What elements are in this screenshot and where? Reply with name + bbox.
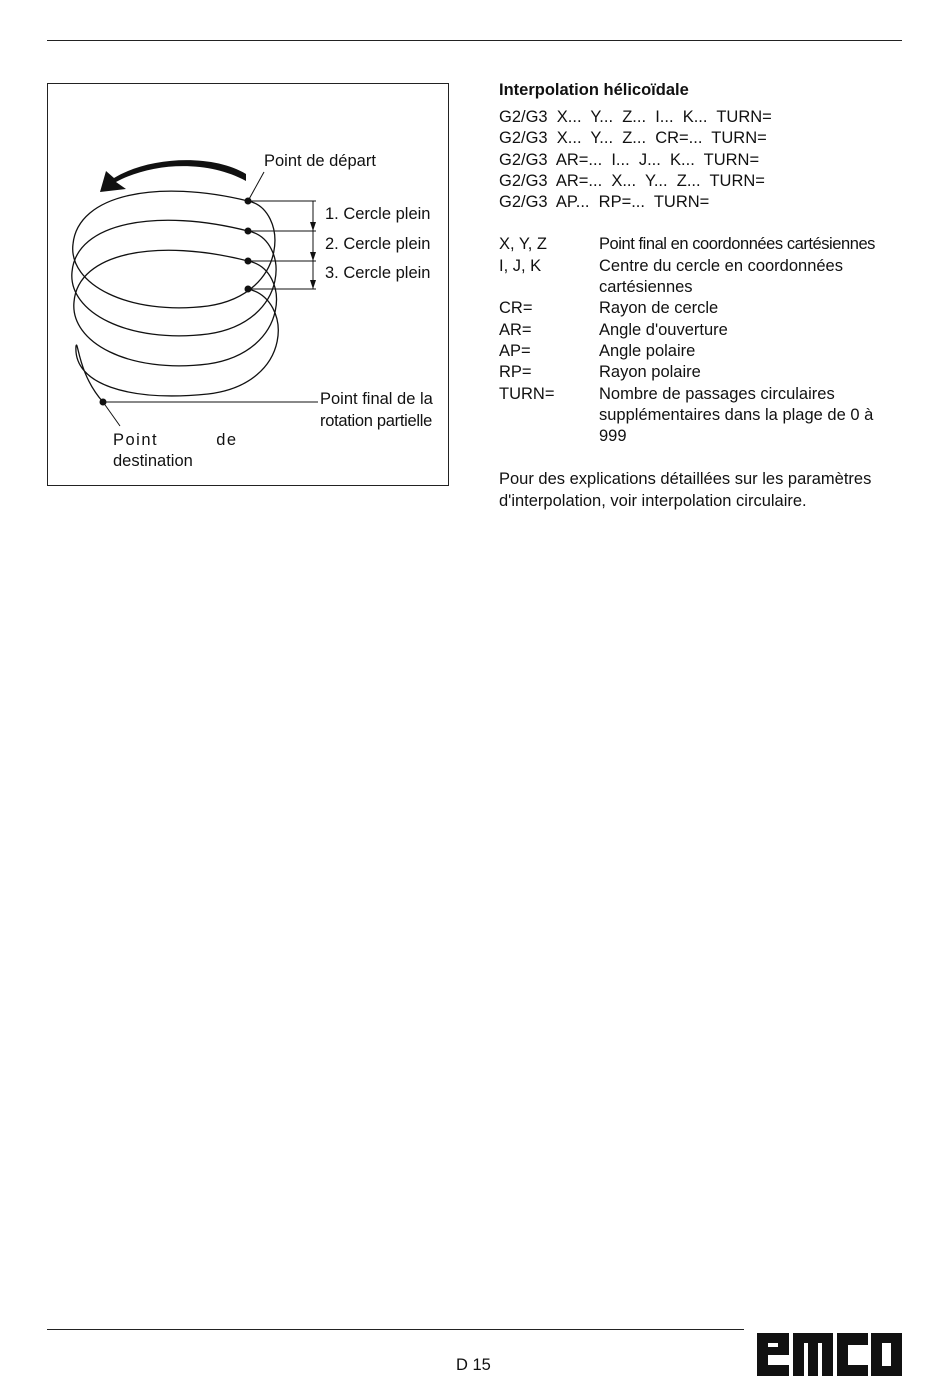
text-column xyxy=(499,79,904,512)
syntax-line: G2/G3 X... Y... Z... I... K... TURN= xyxy=(499,108,772,126)
parameter-row xyxy=(499,362,904,383)
circle-1-label: 1. Cercle plein xyxy=(325,205,431,223)
end-point-dot xyxy=(100,399,107,406)
page-number: D 15 xyxy=(456,1356,491,1374)
partial-end-label-line1: Point final de la xyxy=(320,390,433,408)
parameter-name: AR= xyxy=(499,320,532,339)
helix-turn-2 xyxy=(72,220,276,336)
destination-label-line1: Point de xyxy=(113,431,238,449)
section-heading: Interpolation hélicoïdale xyxy=(499,81,689,99)
syntax-line: G2/G3 AP... RP=... TURN= xyxy=(499,193,710,212)
parameter-row xyxy=(499,384,904,448)
syntax-block xyxy=(499,107,904,213)
parameter-description: Centre du cercle en coordonnées cartésiennes xyxy=(599,256,843,297)
explanation-note: Pour des explications détaillées sur les paramètres d'interpolation, voir interpolation circulaire. xyxy=(499,470,872,511)
parameter-name: AP= xyxy=(499,341,531,360)
parameter-name: CR= xyxy=(499,299,533,318)
parameter-list xyxy=(499,234,904,447)
parameter-name: TURN= xyxy=(499,384,555,403)
parameter-row xyxy=(499,256,904,299)
rotation-arrow-icon xyxy=(100,160,246,192)
parameter-name: I, J, K xyxy=(499,256,542,275)
helix-figure xyxy=(47,83,449,486)
circle-2-label: 2. Cercle plein xyxy=(325,235,431,253)
parameter-description: Rayon de cercle xyxy=(599,299,719,318)
parameter-description: Nombre de passages circulaires supplémentaires dans la plage de 0 à 999 xyxy=(599,384,874,446)
footer-rule xyxy=(47,1329,744,1330)
parameter-row xyxy=(499,234,904,255)
syntax-line: G2/G3 AR=... I... J... K... TURN= xyxy=(499,150,760,169)
parameter-name: RP= xyxy=(499,363,532,382)
parameter-description: Angle polaire xyxy=(599,341,696,360)
start-point-label: Point de départ xyxy=(264,152,376,170)
parameter-row xyxy=(499,298,904,319)
circle-3-label: 3. Cercle plein xyxy=(325,264,431,282)
parameter-description: Rayon polaire xyxy=(599,363,701,382)
parameter-row xyxy=(499,341,904,362)
parameter-description: Angle d'ouverture xyxy=(599,320,728,339)
emco-logo xyxy=(757,1329,902,1379)
partial-end-label-line2: rotation partielle xyxy=(320,412,433,430)
destination-label-line2: destination xyxy=(113,452,193,470)
syntax-line: G2/G3 X... Y... Z... CR=... TURN= xyxy=(499,129,767,148)
start-point-dot xyxy=(245,198,252,205)
parameter-row xyxy=(499,320,904,341)
syntax-line: G2/G3 AR=... X... Y... Z... TURN= xyxy=(499,171,765,190)
parameter-description: Point final en coordonnées cartésiennes xyxy=(599,235,875,254)
helix-partial-turn xyxy=(76,289,278,402)
header-rule xyxy=(47,40,902,41)
parameter-name: X, Y, Z xyxy=(499,235,548,254)
